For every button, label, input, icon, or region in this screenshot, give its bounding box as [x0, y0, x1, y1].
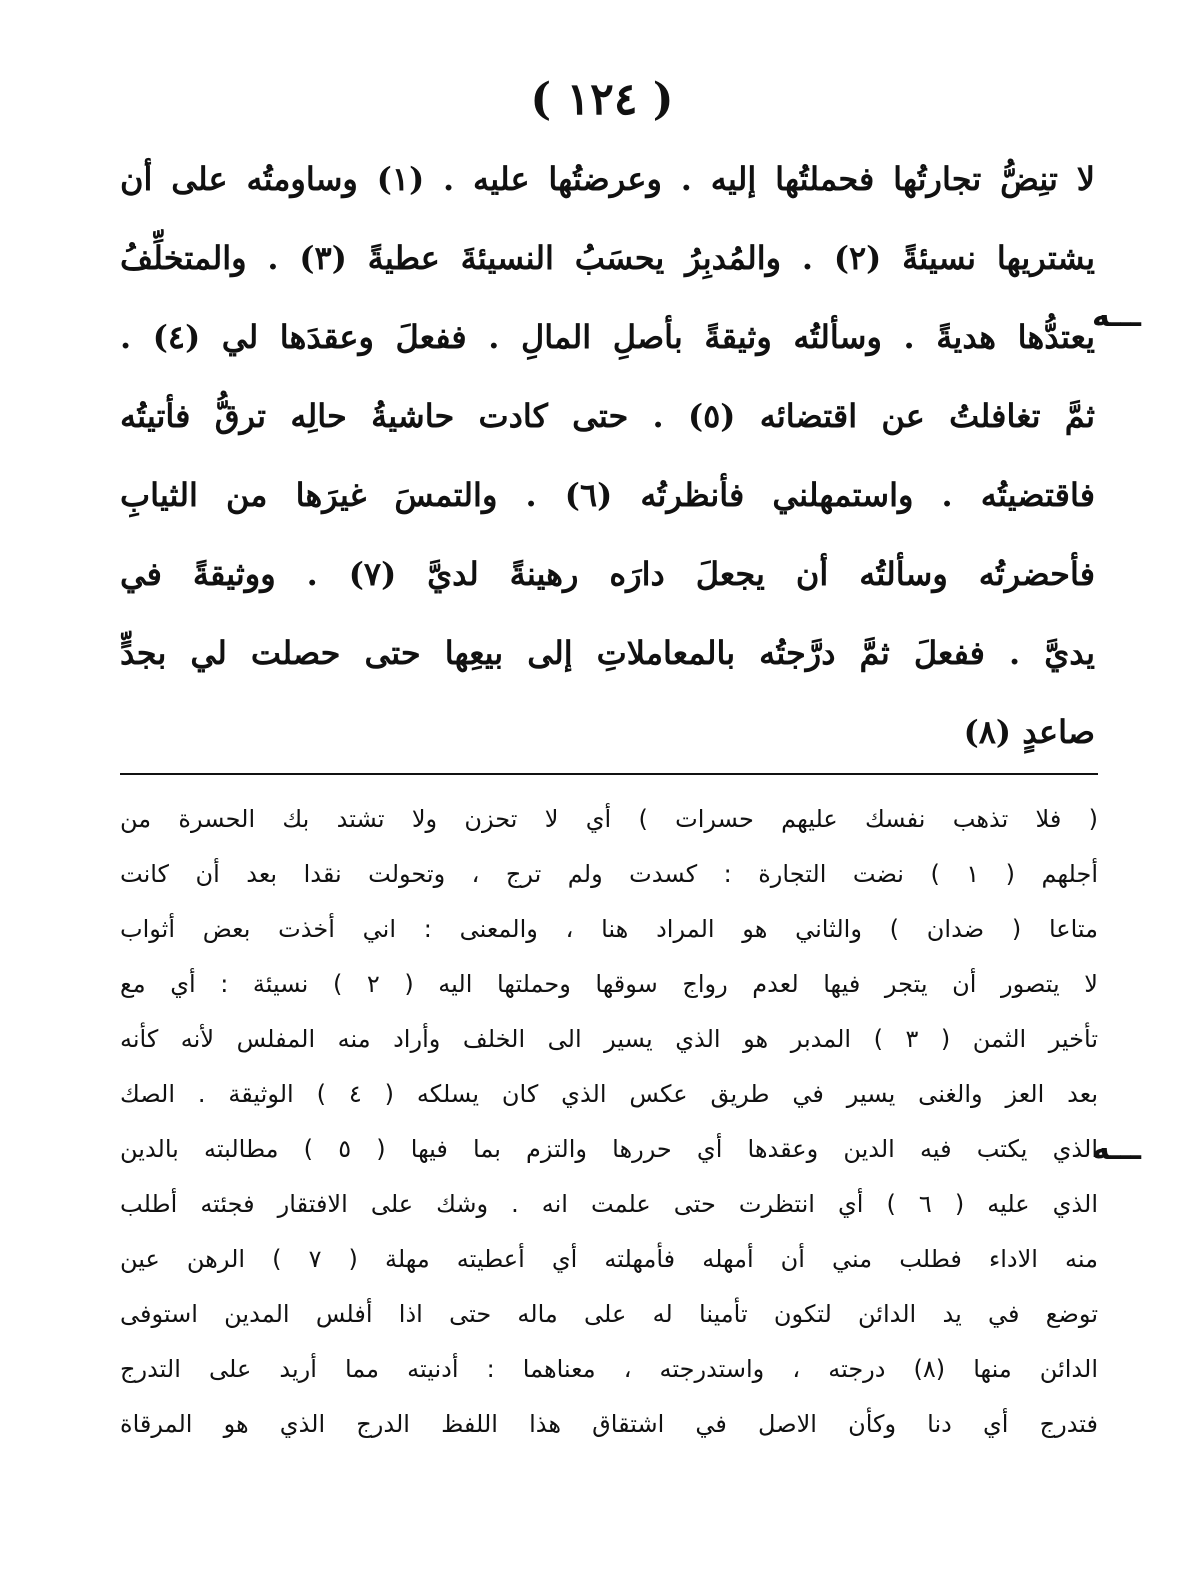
footnote-line: تأخير الثمن ( ٣ ) المدبر هو الذي يسير الى الخلف وأراد منه المفلس لأنه كأنه — [120, 1025, 1098, 1053]
footnotes-block — [120, 792, 1098, 1452]
footnote-line: لا يتصور أن يتجر فيها لعدم رواج سوقها وحملتها اليه ( ٢ ) نسيئة : أي مع — [120, 970, 1098, 998]
page-number: ( ١٢٤ ) — [530, 74, 674, 125]
footnote-line: متاعا ( ضدان ) والثاني هو المراد هنا ، والمعنى : اني أخذت بعض أثواب — [120, 915, 1098, 943]
footnote-line: ( فلا تذهب نفسك عليهم حسرات ) أي لا تحزن ولا تشتد بك الحسرة من — [120, 805, 1098, 833]
main-text-line: يديَّ . ففعلَ ثمَّ درَّجتُه بالمعاملاتِ إلى بيعِها حتى حصلت لي بجدٍّ — [120, 634, 1095, 672]
footnote-line: فتدرج أي دنا وكأن الاصل في اشتقاق هذا اللفظ الدرج الذي هو المرقاة — [120, 1410, 1098, 1438]
main-text-line: فاقتضيتُه . واستمهلني فأنظرتُه (٦) . والتمسَ غيرَها من الثيابِ — [120, 476, 1095, 514]
margin-mark: ـــه — [1092, 1132, 1141, 1167]
main-text-block — [120, 140, 1095, 772]
footnote-divider — [120, 773, 1098, 775]
footnote-line: الذي عليه ( ٦ ) أي انتظرت حتى علمت انه . وشك على الافتقار فجئته أطلب — [120, 1190, 1098, 1218]
footnote-line: منه الاداء فطلب مني أن أمهله فأمهلته أي أعطيته مهلة ( ٧ ) الرهن عين — [120, 1245, 1098, 1273]
footnote-line: بعد العز والغنى يسير في طريق عكس الذي كان يسلكه ( ٤ ) الوثيقة . الصك — [120, 1080, 1098, 1108]
footnote-line: الذي يكتب فيه الدين وعقدها أي حررها والتزم بما فيها ( ٥ ) مطالبته بالدين — [120, 1135, 1098, 1163]
footnote-line: الدائن منها (٨) درجته ، واستدرجته ، معناهما : أدنيته مما أريد على التدرج — [120, 1355, 1098, 1383]
footnote-line: توضع في يد الدائن لتكون تأمينا له على ماله حتى اذا أفلس المدين استوفى — [120, 1300, 1098, 1328]
main-text-line: يعتدُّها هديةً . وسألتُه وثيقةً بأصلِ المالِ . ففعلَ وعقدَها لي (٤) . — [120, 318, 1095, 356]
footnote-line: أجلهم ( ١ ) نضت التجارة : كسدت ولم ترج ، وتحولت نقدا بعد أن كانت — [120, 860, 1098, 888]
margin-mark: ـــه — [1092, 299, 1141, 334]
main-text-line: يشتريها نسيئةً (٢) . والمُدبِرُ يحسَبُ النسيئةَ عطيةً (٣) . والمتخلِّفُ — [120, 239, 1095, 277]
main-text-line: ثمَّ تغافلتُ عن اقتضائه (٥) . حتى كادت حاشيةُ حالِه ترقُّ فأتيتُه — [120, 397, 1095, 435]
main-text-line: فأحضرتُه وسألتُه أن يجعلَ دارَه رهينةً لديَّ (٧) . ووثيقةً في — [120, 555, 1095, 593]
main-text-line: لا تنِضُّ تجارتُها فحملتُها إليه . وعرضتُها عليه . (١) وساومتُه على أن — [120, 160, 1095, 198]
main-text-line: صاعدٍ (٨) — [963, 713, 1095, 751]
